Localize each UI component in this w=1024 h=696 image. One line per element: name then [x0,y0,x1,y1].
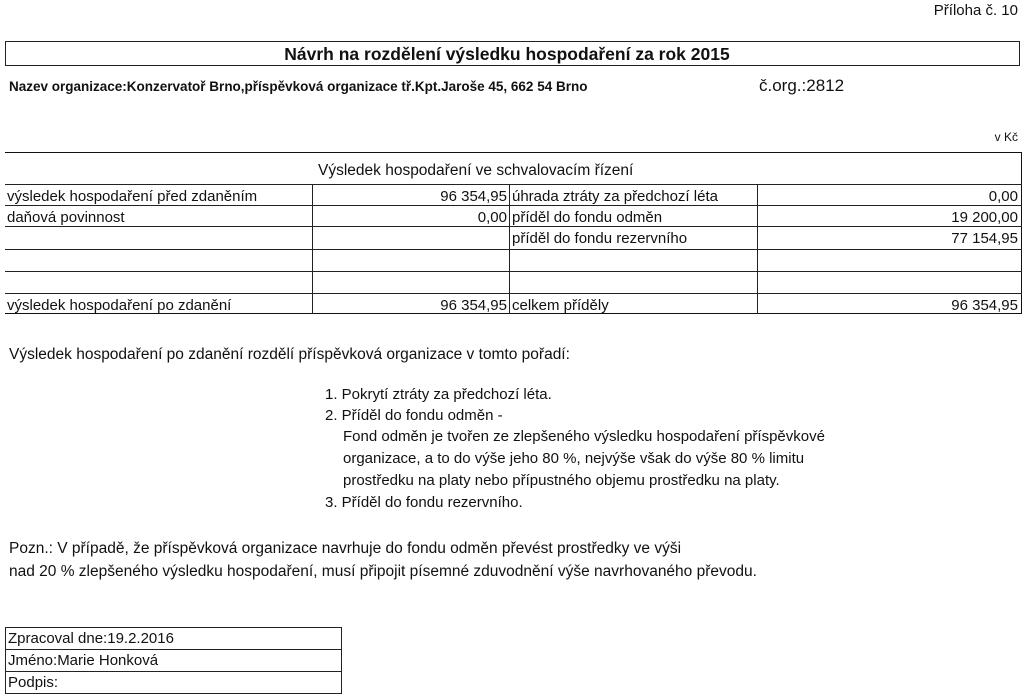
table-divider [5,205,1022,206]
row-left-value: 96 354,95 [440,188,507,205]
row-right-label: příděl do fondu odměn [512,209,663,226]
signature-field: Podpis: [8,674,59,691]
row-left-label: výsledek hospodaření před zdaněním [7,188,258,205]
document-title: Návrh na rozdělení výsledku hospodaření za rok 2015 [284,44,730,64]
table-divider [5,184,1022,185]
table-heading: Výsledek hospodaření ve schvalovacím řízení [318,162,634,179]
note-line: nad 20 % zlepšeného výsledku hospodaření, musí připojit písemné zduvodnění výše navrhovaného převodu. [9,563,757,580]
list-item-text: organizace, a to do výše jeho 80 %, nejvýše však do výše 80 % limitu [343,450,805,467]
row-right-value: 19 200,00 [951,209,1018,226]
table-column-line [312,184,313,314]
row-right-value: 0,00 [988,188,1018,205]
note-line: Pozn.: V případě, že příspěvková organizace navrhuje do fondu odměn převést prostředky ve výši [9,540,682,557]
list-item: 2. Příděl do fondu odměn - [325,407,503,424]
row-right-value: 96 354,95 [951,297,1018,314]
table-column-line [509,184,510,314]
organization-name: Nazev organizace:Konzervatoř Brno,příspěvková organizace tř.Kpt.Jaroše 45, 662 54 Brno [9,79,588,94]
table-divider [5,271,1022,272]
row-left-value: 0,00 [477,209,507,226]
row-right-label: příděl do fondu rezervního [512,230,688,247]
row-right-label: celkem příděly [512,297,609,314]
list-item: 1. Pokrytí ztráty za předchozí léta. [325,386,552,403]
row-left-value: 96 354,95 [440,297,507,314]
list-item-text: prostředku na platy nebo přípustného objemu prostředku na platy. [343,472,780,489]
table-column-line [757,184,758,314]
row-left-label: daňová povinnost [7,209,125,226]
currency-label: v Kč [994,130,1018,144]
row-right-value: 77 154,95 [951,230,1018,247]
intro-paragraph: Výsledek hospodaření po zdanění rozdělí příspěvková organizace v tomto pořadí: [9,346,570,363]
table-divider [5,293,1022,294]
row-left-label: výsledek hospodaření po zdanění [7,297,232,314]
table-divider [5,226,1022,227]
prepared-by-name: Jméno:Marie Honková [6,650,341,672]
prepared-date: Zpracoval dne:19.2.2016 [6,628,341,650]
list-item-text: Fond odměn je tvořen ze zlepšeného výsledku hospodaření příspěvkové [343,428,825,445]
organization-number: č.org.:2812 [759,76,845,95]
signature-box [5,627,342,694]
list-item: 3. Příděl do fondu rezervního. [325,494,523,511]
table-divider [5,249,1022,250]
annex-number: Příloha č. 10 [933,2,1018,19]
row-right-label: úhrada ztráty za předchozí léta [512,188,718,205]
